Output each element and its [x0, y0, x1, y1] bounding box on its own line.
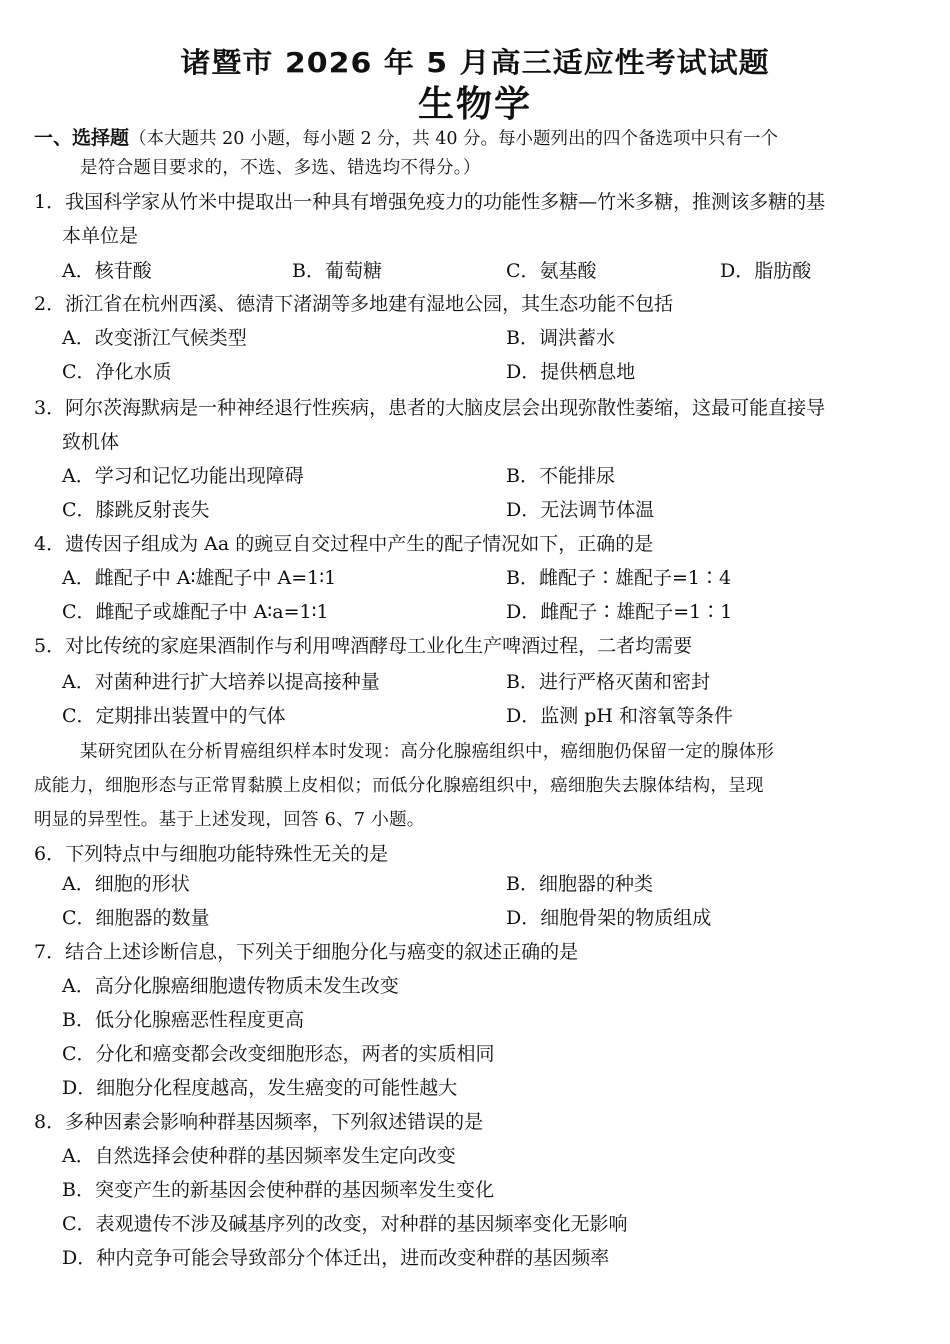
q8-option-c: C．表观遗传不涉及碱基序列的改变，对种群的基因频率变化无影响 — [62, 1213, 628, 1235]
subject-title: 生物学 — [417, 84, 532, 125]
section-heading: 一、选择题 — [34, 127, 130, 149]
q7-option-c: C．分化和癌变都会改变细胞形态，两者的实质相同 — [62, 1043, 495, 1065]
q2-option-b: B．调洪蓄水 — [506, 327, 615, 349]
section-heading-line — [34, 126, 778, 151]
question-3-stem-2: 致机体 — [62, 431, 120, 453]
q2-option-d: D．提供栖息地 — [506, 361, 636, 383]
q6-option-b: B．细胞器的种类 — [506, 873, 653, 895]
q5-option-d: D．监测 pH 和溶氧等条件 — [506, 705, 734, 727]
q2-option-c: C．净化水质 — [62, 361, 172, 383]
q3-option-a: A．学习和记忆功能出现障碍 — [62, 465, 304, 487]
q6-option-a: A．细胞的形状 — [62, 873, 190, 895]
question-6-stem: 6．下列特点中与细胞功能特殊性无关的是 — [34, 843, 389, 865]
question-8-stem: 8．多种因素会影响种群基因频率，下列叙述错误的是 — [34, 1111, 484, 1133]
q1-option-c: C．氨基酸 — [506, 260, 597, 282]
q2-option-a: A．改变浙江气候类型 — [62, 327, 247, 349]
question-3-stem-1: 3．阿尔茨海默病是一种神经退行性疾病，患者的大脑皮层会出现弥散性萎缩，这最可能直接导 — [34, 397, 826, 419]
q4-option-a: A．雌配子中 A∶雄配子中 A=1∶1 — [62, 567, 337, 589]
q3-option-b: B．不能排尿 — [506, 465, 615, 487]
q5-option-a: A．对菌种进行扩大培养以提高接种量 — [62, 671, 380, 693]
q1-option-b: B．葡萄糖 — [292, 260, 382, 282]
question-1-stem-1: 1．我国科学家从竹米中提取出一种具有增强免疫力的功能性多糖—竹米多糖，推测该多糖的基 — [34, 191, 826, 213]
passage-line-2: 成能力，细胞形态与正常胃黏膜上皮相似；而低分化腺癌组织中，癌细胞失去腺体结构，呈现 — [34, 776, 764, 796]
question-5-stem: 5．对比传统的家庭果酒制作与利用啤酒酵母工业化生产啤酒过程，二者均需要 — [34, 635, 693, 657]
exam-title: 诸暨市 2026 年 5 月高三适应性考试试题 — [180, 47, 770, 80]
question-7-stem: 7．结合上述诊断信息，下列关于细胞分化与癌变的叙述正确的是 — [34, 941, 579, 963]
q1-option-d: D．脂肪酸 — [720, 260, 812, 282]
q4-option-b: B．雌配子∶雄配子=1∶4 — [506, 567, 732, 589]
q5-option-c: C．定期排出装置中的气体 — [62, 705, 286, 727]
q8-option-d: D．种内竞争可能会导致部分个体迁出，进而改变种群的基因频率 — [62, 1247, 610, 1269]
q4-option-d: D．雌配子∶雄配子=1∶1 — [506, 601, 733, 623]
passage-line-1: 某研究团队在分析胃癌组织样本时发现：高分化腺癌组织中，癌细胞仍保留一定的腺体形 — [80, 742, 775, 762]
q7-option-b: B．低分化腺癌恶性程度更高 — [62, 1009, 304, 1031]
q1-option-a: A．核苷酸 — [62, 260, 152, 282]
section-note-1: （本大题共 20 小题，每小题 2 分，共 40 分。每小题列出的四个备选项中只有一个 — [129, 129, 779, 149]
question-1-stem-2: 本单位是 — [62, 225, 139, 247]
q3-option-d: D．无法调节体温 — [506, 499, 655, 521]
q6-option-c: C．细胞器的数量 — [62, 907, 210, 929]
section-note-2: 是符合题目要求的，不选、多选、错选均不得分。） — [80, 158, 481, 178]
q7-option-a: A．高分化腺癌细胞遗传物质未发生改变 — [62, 975, 399, 997]
q4-option-c: C．雌配子或雄配子中 A∶a=1∶1 — [62, 601, 329, 623]
q8-option-b: B．突变产生的新基因会使种群的基因频率发生变化 — [62, 1179, 494, 1201]
question-2-stem: 2．浙江省在杭州西溪、德清下渚湖等多地建有湿地公园，其生态功能不包括 — [34, 293, 674, 315]
q7-option-d: D．细胞分化程度越高，发生癌变的可能性越大 — [62, 1077, 458, 1099]
passage-line-3: 明显的异型性。基于上述发现，回答 6、7 小题。 — [34, 810, 425, 830]
q8-option-a: A．自然选择会使种群的基因频率发生定向改变 — [62, 1145, 456, 1167]
question-4-stem: 4．遗传因子组成为 Aa 的豌豆自交过程中产生的配子情况如下，正确的是 — [34, 533, 654, 555]
q3-option-c: C．膝跳反射丧失 — [62, 499, 210, 521]
q6-option-d: D．细胞骨架的物质组成 — [506, 907, 712, 929]
q5-option-b: B．进行严格灭菌和密封 — [506, 671, 710, 693]
